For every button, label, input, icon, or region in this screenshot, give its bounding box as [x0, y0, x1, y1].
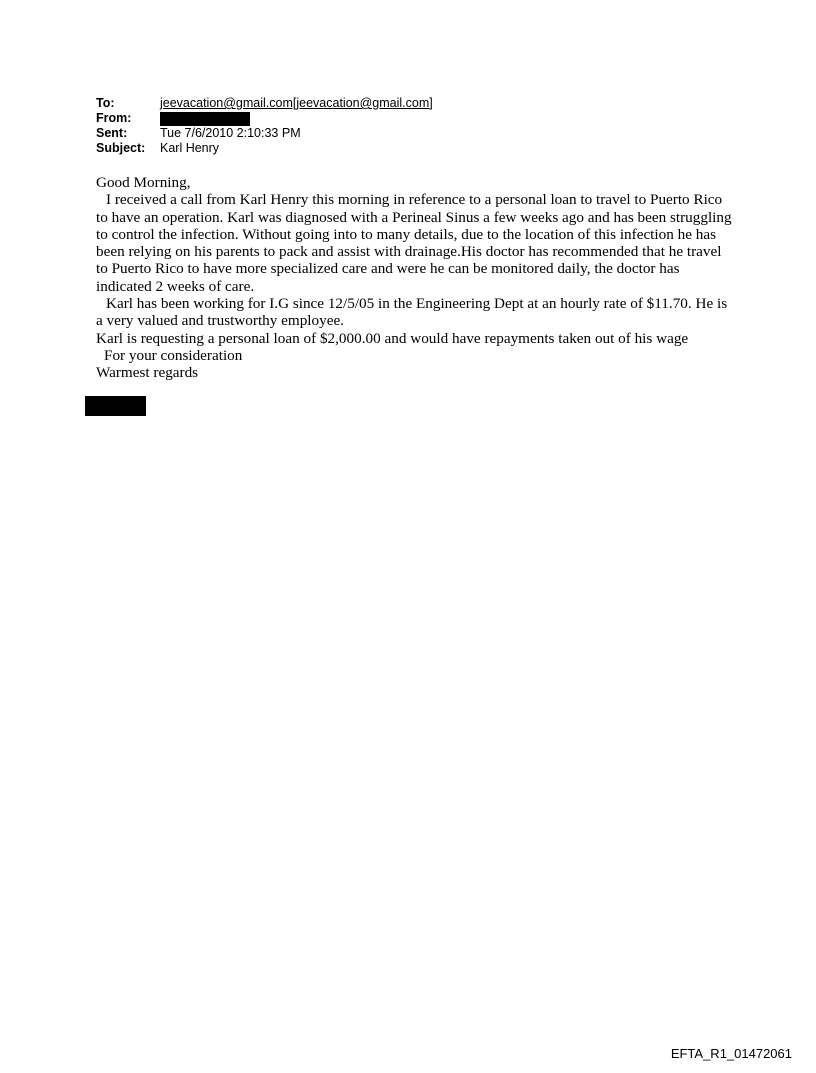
- email-header: [96, 96, 433, 156]
- body-paragraph-3: Karl is requesting a personal loan of $2,000.00 and would have repayments taken out of his wage: [96, 329, 689, 347]
- subject-label: Subject:: [96, 141, 146, 155]
- from-redaction: [160, 112, 250, 126]
- email-body: [96, 174, 736, 382]
- body-paragraph-2: Karl has been working for I.G since 12/5/05 in the Engineering Dept at an hourly rate of $11.70. He is a very valued and trustworthy employee.: [96, 295, 728, 330]
- subject-value: Karl Henry: [160, 141, 220, 155]
- to-value: [160, 96, 433, 111]
- from-row: [96, 111, 433, 126]
- sent-value: Tue 7/6/2010 2:10:33 PM: [160, 126, 301, 140]
- body-paragraph-1: I received a call from Karl Henry this morning in reference to a personal loan to travel to Puerto Rico to have an operation. Karl was diagnosed with a Perineal Sinus a few weeks ago and has been struggling to control the infection. Without going into to many details, due to the location of this infection he has been relying on his parents to pack and assist with drainage.His doctor has recommended that he travel to Puerto Rico to have more specialized care and were he can be monitored daily, the doctor has indicated 2 weeks of care.: [96, 191, 732, 295]
- subject-row: [96, 141, 433, 156]
- sent-label: Sent:: [96, 126, 128, 140]
- to-label: To:: [96, 96, 115, 110]
- closing-consideration: For your consideration: [104, 346, 243, 364]
- to-address[interactable]: jeevacation@gmail.com[jeevacation@gmail.com]: [160, 96, 433, 110]
- document-id: EFTA_R1_01472061: [670, 1046, 792, 1061]
- from-label: From:: [96, 111, 132, 125]
- greeting: Good Morning,: [96, 174, 191, 191]
- to-row: [96, 96, 433, 111]
- signature-redaction: [85, 396, 146, 416]
- closing-regards: Warmest regards: [96, 364, 199, 382]
- sent-row: [96, 126, 433, 141]
